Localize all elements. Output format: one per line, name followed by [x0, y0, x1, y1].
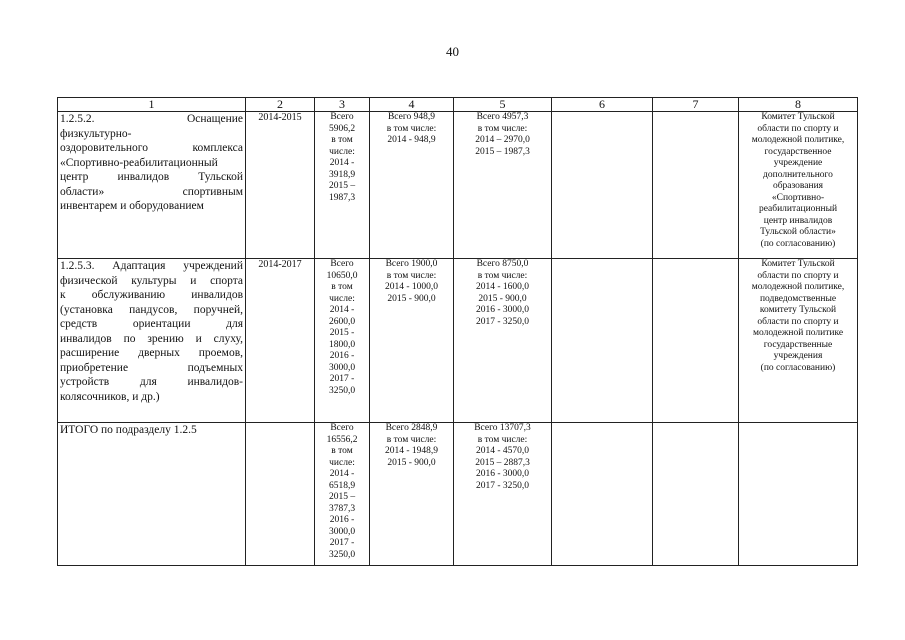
responsible-line: области по спорту и	[757, 316, 839, 327]
empty-cell-col6	[552, 112, 653, 259]
funding-line: 2016 -	[329, 351, 355, 361]
empty-cell-col7	[653, 112, 739, 259]
funding-line: 3000,0	[328, 526, 356, 537]
responsible-line: (по согласованию)	[760, 362, 836, 373]
measure-name-line: средств ориентации для	[60, 318, 243, 330]
measure-name-line: инвентарем и оборудованием	[60, 200, 204, 212]
funding-line: в том числе:	[386, 123, 437, 134]
column-number: 1	[58, 98, 246, 112]
responsible-line: центр инвалидов	[763, 215, 833, 226]
empty-cell-col6	[552, 423, 653, 566]
program-table	[57, 97, 858, 566]
responsible-line: Тульской области»	[760, 227, 836, 237]
responsible-line: реабилитационный	[758, 204, 838, 214]
responsible-line: образования	[772, 181, 824, 191]
funding-line: 1987,3	[328, 192, 356, 203]
column-number: 3	[315, 98, 370, 112]
period-cell	[246, 259, 315, 423]
funding-line: 2017 - 3250,0	[475, 480, 530, 491]
period-value: 2014-2017	[258, 259, 302, 270]
funding-line: 2600,0	[328, 316, 356, 327]
funding-line: Всего	[330, 112, 354, 122]
funding-cell-col4	[370, 112, 454, 259]
responsible-line: государственные	[763, 339, 833, 350]
responsible-line: области по спорту и	[757, 123, 839, 134]
table-row	[58, 259, 858, 423]
column-number: 6	[552, 98, 653, 112]
total-funding-cell	[315, 423, 370, 566]
column-number: 8	[739, 98, 858, 112]
responsible-cell	[739, 112, 858, 259]
funding-line: 2014 -	[329, 158, 355, 168]
measure-name-line: расширение дверных проемов,	[60, 347, 243, 359]
responsible-line: молодежной политике,	[751, 282, 845, 292]
measure-name-line: устройств для инвалидов-	[60, 376, 243, 388]
funding-line: в том числе:	[477, 270, 528, 281]
measure-name-line: физической культуры и спорта	[60, 274, 243, 287]
measure-name-line: 1.2.5.2. Оснащение	[60, 113, 243, 125]
measure-name-line: оздоровительного комплекса	[60, 142, 243, 154]
measure-name-line: области» спортивным	[60, 185, 243, 198]
funding-line: Всего 4957,3	[476, 112, 529, 122]
responsible-line: подведомственные	[759, 293, 837, 304]
empty-cell-col7	[653, 259, 739, 423]
funding-cell-col5	[454, 259, 552, 423]
measure-name-line: 1.2.5.3. Адаптация учреждений	[60, 260, 243, 272]
funding-line: 2017 -	[329, 374, 355, 384]
column-number: 7	[653, 98, 739, 112]
funding-line: 2015 – 2887,3	[475, 457, 530, 468]
measure-name-line: инвалидов по зрению и слуху,	[60, 332, 243, 345]
responsible-line: учреждения	[773, 351, 823, 361]
responsible-line: (по согласованию)	[760, 238, 836, 249]
column-number-row	[58, 98, 858, 112]
measure-name-cell	[58, 112, 246, 259]
funding-line: 2014 - 1000,0	[384, 282, 439, 292]
funding-line: Всего 2848,9	[385, 423, 438, 433]
responsible-line: дополнительного	[763, 169, 833, 180]
funding-line: 2014 - 4570,0	[475, 446, 530, 456]
funding-line: 2015 - 900,0	[387, 293, 436, 304]
funding-line: в том	[331, 282, 353, 292]
funding-line: 2014 – 2970,0	[475, 135, 530, 145]
measure-name-line: к обслуживанию инвалидов	[60, 289, 243, 301]
measure-name-line: физкультурно-	[60, 127, 132, 140]
funding-line: 3250,0	[328, 385, 356, 396]
funding-line: Всего	[330, 423, 354, 433]
funding-line: 2015 - 900,0	[478, 293, 527, 304]
funding-line: 3250,0	[328, 549, 356, 560]
empty-cell-col7	[653, 423, 739, 566]
period-cell	[246, 112, 315, 259]
column-number: 5	[454, 98, 552, 112]
responsible-cell	[739, 423, 858, 566]
measure-name-line: ИТОГО по подразделу 1.2.5	[60, 424, 197, 436]
funding-cell-col4	[370, 423, 454, 566]
empty-cell-col6	[552, 259, 653, 423]
column-number: 4	[370, 98, 454, 112]
measure-name-line: центр инвалидов Тульской	[60, 171, 243, 183]
funding-line: в том числе:	[386, 270, 437, 281]
funding-line: 3787,3	[328, 503, 356, 514]
funding-line: 2015 – 1987,3	[475, 146, 530, 157]
funding-line: 2014 -	[329, 305, 355, 315]
funding-line: числе:	[329, 146, 355, 157]
funding-line: 2014 - 1948,9	[384, 446, 439, 456]
measure-name-line: (установка пандусов, поручней,	[60, 303, 243, 316]
funding-line: в том числе:	[477, 123, 528, 134]
funding-cell-col5	[454, 112, 552, 259]
measure-name-line: колясочников, и др.)	[60, 390, 160, 403]
responsible-line: области по спорту и	[757, 270, 839, 281]
responsible-line: молодежной политике,	[751, 135, 845, 145]
funding-line: в том числе:	[477, 434, 528, 445]
funding-line: 16556,2	[326, 434, 358, 445]
table-row	[58, 112, 858, 259]
page-number: 40	[446, 44, 459, 59]
responsible-line: комитету Тульской	[759, 305, 837, 315]
funding-line: 2017 - 3250,0	[475, 316, 530, 327]
responsible-line: государственное	[764, 146, 832, 157]
responsible-line: Комитет Тульской	[761, 112, 835, 122]
measure-name-line: приобретение подъемных	[60, 361, 243, 374]
funding-line: 2016 - 3000,0	[475, 469, 530, 479]
funding-line: 2015 - 900,0	[387, 457, 436, 468]
funding-line: числе:	[329, 457, 355, 468]
funding-line: 2015 -	[329, 328, 355, 338]
funding-line: числе:	[329, 293, 355, 304]
responsible-line: молодежной политике	[752, 328, 844, 338]
funding-line: 1800,0	[328, 339, 356, 350]
funding-line: Всего 13707,3	[474, 423, 531, 433]
measure-name-cell	[58, 423, 246, 566]
funding-line: 2014 - 1600,0	[475, 282, 530, 292]
funding-line: 2014 - 948,9	[387, 135, 436, 145]
funding-line: Всего 1900,0	[385, 259, 438, 269]
funding-line: Всего 948,9	[387, 112, 436, 122]
responsible-line: учреждение	[773, 158, 823, 168]
measure-name-cell	[58, 259, 246, 423]
funding-cell-col5	[454, 423, 552, 566]
funding-line: Всего 8750,0	[476, 259, 529, 269]
responsible-cell	[739, 259, 858, 423]
measure-name-line: «Спортивно-реабилитационный	[60, 156, 218, 169]
funding-line: 10650,0	[326, 270, 358, 281]
funding-cell-col4	[370, 259, 454, 423]
table-row	[58, 423, 858, 566]
period-cell	[246, 423, 315, 566]
funding-line: 2017 -	[329, 538, 355, 548]
funding-line: 2015 –	[328, 181, 356, 191]
total-funding-cell	[315, 259, 370, 423]
total-funding-cell	[315, 112, 370, 259]
funding-line: 6518,9	[328, 480, 356, 491]
responsible-line: Комитет Тульской	[761, 259, 835, 269]
funding-line: 2016 - 3000,0	[475, 305, 530, 315]
funding-line: 5906,2	[328, 123, 356, 134]
column-number: 2	[246, 98, 315, 112]
period-value: 2014-2015	[258, 112, 302, 123]
funding-line: Всего	[330, 259, 354, 269]
funding-line: 3000,0	[328, 362, 356, 373]
responsible-line: «Спортивно-	[771, 192, 825, 203]
funding-line: в том числе:	[386, 434, 437, 445]
funding-line: 2014 -	[329, 469, 355, 479]
funding-line: в том	[331, 446, 353, 456]
funding-line: 3918,9	[328, 169, 356, 180]
funding-line: в том	[331, 135, 353, 145]
funding-line: 2015 –	[328, 492, 356, 502]
funding-line: 2016 -	[329, 515, 355, 525]
